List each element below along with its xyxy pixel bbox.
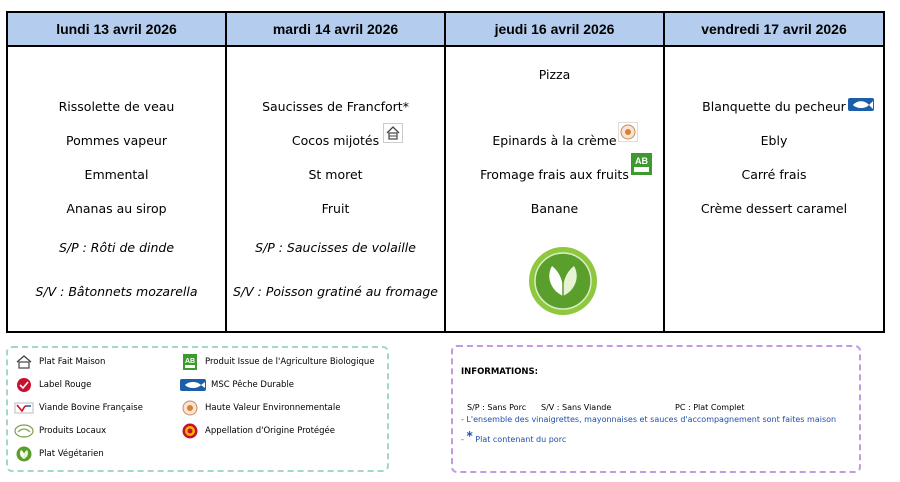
dish-side: Epinards à la crème xyxy=(492,133,617,148)
ab-text: AB xyxy=(184,358,196,365)
legend-label: Produit Issue de l'Agriculture Biologique xyxy=(205,357,375,367)
legend-item-label-rouge xyxy=(14,377,91,393)
day-header: vendredi 17 avril 2026 xyxy=(665,13,883,47)
dish-dairy: St moret xyxy=(308,167,363,182)
day-header: jeudi 16 avril 2026 xyxy=(446,13,663,47)
info-homemade-sauces: - L'ensemble des vinaigrettes, mayonnaises et sauces d'accompagnement sont faites maison xyxy=(461,415,837,424)
dish-main: Rissolette de veau xyxy=(58,99,175,114)
dish-no-pork: S/P : Saucisses de volaille xyxy=(255,240,416,255)
aop-icon xyxy=(180,423,200,439)
vbf-icon xyxy=(14,400,34,416)
info-sp: S/P : Sans Porc xyxy=(467,403,527,412)
day-column-monday xyxy=(8,13,227,331)
msc-fish-icon xyxy=(848,96,874,115)
dish-main: Blanquette du pecheur xyxy=(702,99,846,114)
house-icon xyxy=(383,123,403,147)
day-column-tuesday xyxy=(227,13,446,331)
dish-dairy: Fromage frais aux fruits xyxy=(480,167,629,182)
local-products-icon xyxy=(14,423,34,439)
dish-dairy: Carré frais xyxy=(741,167,807,182)
legend-label: Haute Valeur Environnementale xyxy=(205,403,341,413)
weekly-menu-table xyxy=(6,11,885,333)
legend-item-homemade xyxy=(14,354,105,370)
legend-box xyxy=(6,346,389,472)
legend-label: Plat Fait Maison xyxy=(39,357,106,367)
dish-side: Cocos mijotés xyxy=(291,133,380,148)
vegetarian-leaf-icon xyxy=(528,246,598,320)
info-pork-note xyxy=(461,431,566,445)
dish-dessert: Ananas au sirop xyxy=(66,201,167,216)
legend-label: Produits Locaux xyxy=(39,426,107,436)
dish-dessert: Fruit xyxy=(321,201,350,216)
day-column-thursday xyxy=(446,13,665,331)
dish-starter: Pizza xyxy=(538,67,571,82)
legend-item-organic xyxy=(180,354,375,370)
legend-item-hve xyxy=(180,400,340,416)
legend-label: Plat Végétarien xyxy=(39,449,104,459)
info-pork-dash: - xyxy=(461,435,464,444)
legend-label: Viande Bovine Française xyxy=(39,403,143,413)
day-column-friday xyxy=(665,13,883,331)
dish-dessert: Crème dessert caramel xyxy=(700,201,848,216)
vegetarian-leaf-icon xyxy=(14,446,34,462)
dish-no-pork: S/P : Rôti de dinde xyxy=(58,240,175,255)
hve-icon xyxy=(180,400,200,416)
dish-main: Saucisses de Francfort* xyxy=(262,99,409,114)
day-header: lundi 13 avril 2026 xyxy=(8,13,225,47)
legend-label: MSC Pêche Durable xyxy=(211,380,295,390)
legend-label: Label Rouge xyxy=(39,380,92,390)
info-title: INFORMATIONS: xyxy=(461,367,539,377)
msc-fish-icon xyxy=(180,377,206,393)
legend-label: Appellation d'Origine Protégée xyxy=(205,426,336,436)
dish-dairy: Emmental xyxy=(84,167,149,182)
legend-item-msc xyxy=(180,377,294,393)
info-pork-star: * xyxy=(466,429,473,443)
house-icon xyxy=(14,354,34,370)
ab-text: AB xyxy=(635,156,648,166)
label-rouge-icon xyxy=(14,377,34,393)
dish-no-meat: S/V : Bâtonnets mozarella xyxy=(35,284,198,299)
dish-side: Ebly xyxy=(760,133,788,148)
legend-item-aop xyxy=(180,423,335,439)
legend-item-vegetarian xyxy=(14,446,104,462)
day-header: mardi 14 avril 2026 xyxy=(227,13,444,47)
legend-item-vbf xyxy=(14,400,143,416)
legend-item-local xyxy=(14,423,106,439)
dish-side: Pommes vapeur xyxy=(65,133,167,148)
hve-icon xyxy=(618,122,638,146)
dish-no-meat: S/V : Poisson gratiné au fromage xyxy=(233,284,438,299)
ab-organic-icon xyxy=(180,354,200,370)
info-sv: S/V : Sans Viande xyxy=(541,403,612,412)
info-pork-text: Plat contenant du porc xyxy=(475,435,567,444)
dish-dessert: Banane xyxy=(530,201,579,216)
information-box xyxy=(451,345,861,473)
info-pc: PC : Plat Complet xyxy=(675,403,745,412)
ab-organic-icon xyxy=(631,153,652,179)
